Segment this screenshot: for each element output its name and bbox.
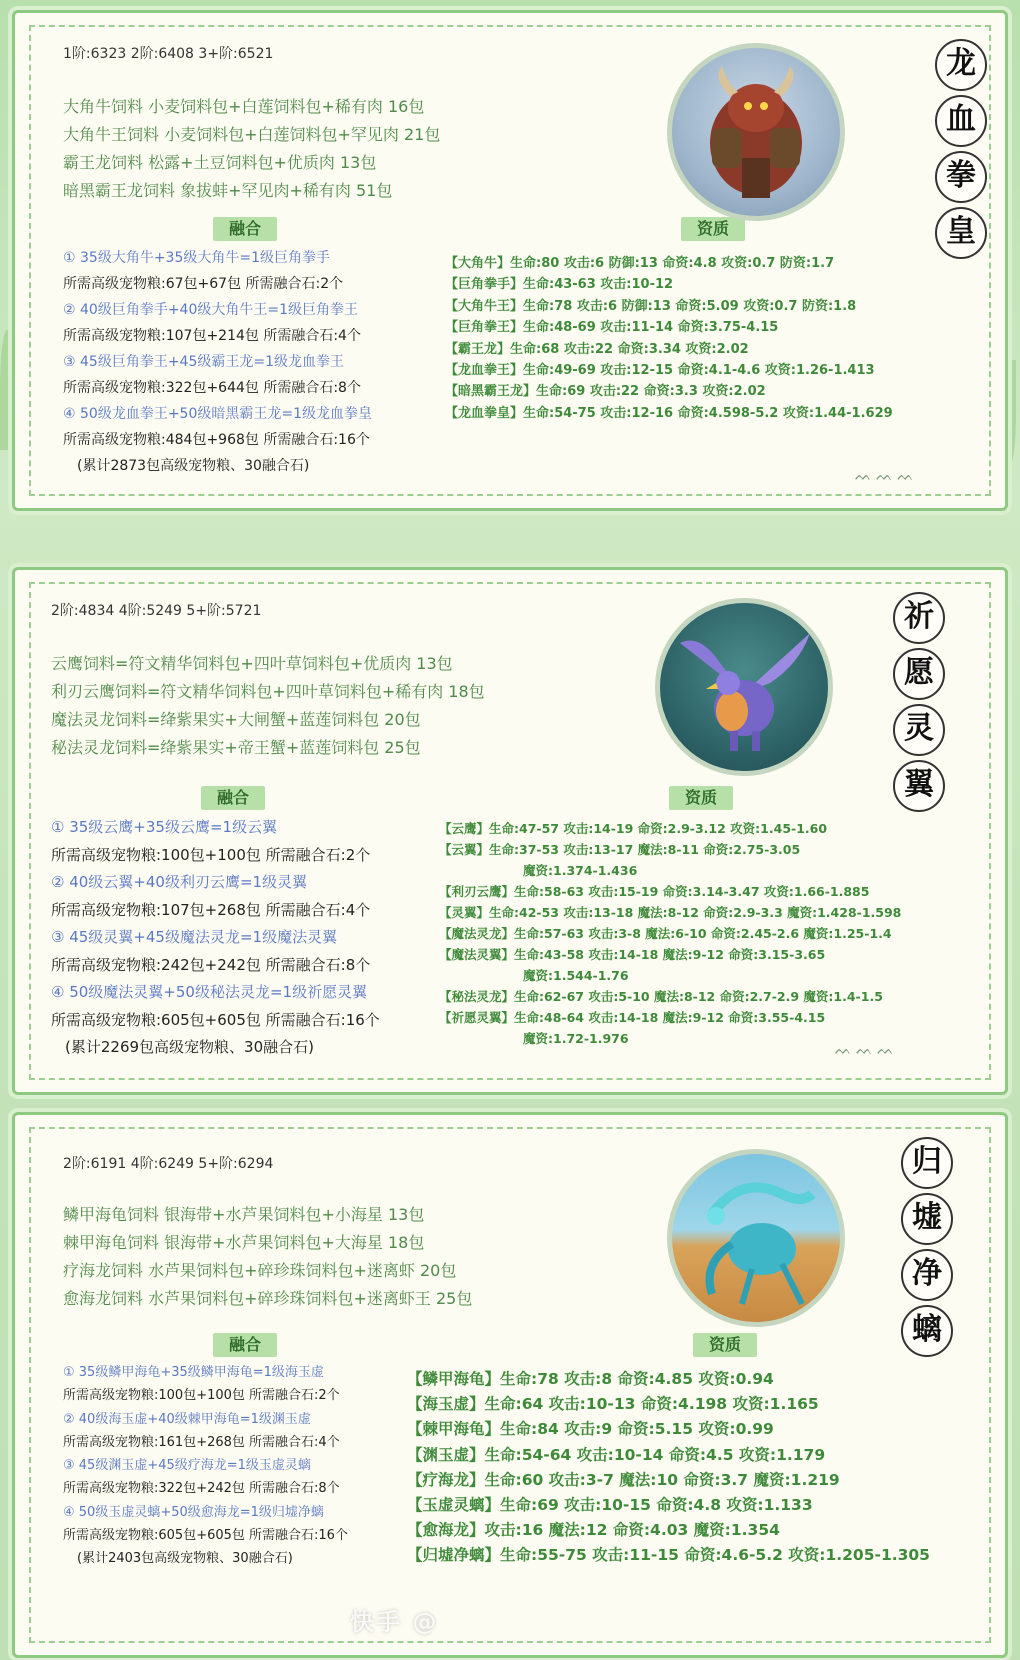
title-char: 净: [901, 1249, 953, 1301]
stat-row: 【秘法灵龙】生命:62-67 攻击:5-10 魔法:8-12 命资:2.7-2.9 魔资:1.4-1.5: [439, 989, 883, 1004]
stat-row: 【暗黑霸王龙】生命:69 攻击:22 命资:3.3 攻资:2.02: [445, 384, 766, 400]
feed-list: [51, 650, 485, 762]
minotaur-figure-icon: [672, 48, 840, 216]
stat-row: 【大角牛王】生命:78 攻击:6 防御:13 命资:5.09 攻资:0.7 防资:1.8: [445, 298, 857, 314]
fusion-step: ③ 45级渊玉虚+45级疗海龙=1级玉虚灵螭: [63, 1458, 311, 1474]
quality-label: 资质: [681, 217, 745, 241]
fusion-step: ② 40级海玉虚+40级棘甲海龟=1级渊玉虚: [63, 1411, 311, 1427]
title-char: 祈: [893, 592, 945, 644]
stat-row-continuation: 魔资:1.544-1.76: [523, 968, 629, 983]
stat-row: 【巨角拳王】生命:48-69 攻击:11-14 命资:3.75-4.15: [445, 320, 779, 336]
fusion-step: ① 35级云鹰+35级云鹰=1级云翼: [51, 818, 278, 836]
fusion-requirement: 所需高级宠物粮:107包+214包 所需融合石:4个: [63, 328, 361, 344]
stat-row: 【巨角拳手】生命:43-63 攻击:10-12: [445, 277, 674, 293]
feed-item: 疗海龙饲料 水芦果饲料包+碎珍珠饲料包+迷离虾 20包: [63, 1261, 457, 1280]
fusion-requirement: 所需高级宠物粮:67包+67包 所需融合石:2个: [63, 276, 344, 292]
stat-row-main: 【云翼】生命:37-53 攻击:13-17 魔法:8-11 命资:2.75-3.05: [439, 842, 801, 857]
pet-panel-2: [12, 567, 1008, 1095]
stat-row: 【鳞甲海龟】生命:78 攻击:8 命资:4.85 攻资:0.94: [407, 1370, 774, 1388]
bird-decoration: ᨓ ᨓ ᨓ: [835, 1042, 894, 1058]
fusion-steps: [51, 814, 380, 1062]
stat-row: 【霸王龙】生命:68 攻击:22 命资:3.34 攻资:2.02: [445, 341, 749, 357]
stats-list: [445, 253, 893, 424]
feed-item: 霸王龙饲料 松露+土豆饲料包+优质肉 13包: [63, 153, 377, 172]
pet-portrait-ruins-purify-dragon: [667, 1149, 845, 1327]
quality-label: 资质: [693, 1333, 757, 1357]
feed-list: [63, 93, 440, 205]
feed-item: 云鹰饲料=符文精华饲料包+四叶草饲料包+优质肉 13包: [51, 654, 453, 673]
fusion-label: 融合: [201, 786, 265, 810]
feed-list: [63, 1201, 472, 1313]
fusion-total: (累计2403包高级宠物粮、30融合石): [77, 1551, 293, 1567]
stats-list: [407, 1367, 930, 1569]
pet-portrait-wish-wing: [655, 598, 833, 776]
feed-item: 大角牛王饲料 小麦饲料包+白莲饲料包+罕见肉 21包: [63, 125, 441, 144]
sea-dragon-figure-icon: [672, 1154, 840, 1322]
stat-row: 【云鹰】生命:47-57 攻击:14-19 命资:2.9-3.12 攻资:1.45-1.60: [439, 821, 828, 836]
stat-row: 【龙血拳皇】生命:54-75 攻击:12-16 命资:4.598-5.2 攻资:1.44-1.629: [445, 405, 893, 421]
title-char: 螭: [901, 1305, 953, 1357]
fusion-label: 融合: [213, 217, 277, 241]
feed-item: 暗黑霸王龙饲料 象拔蚌+罕见肉+稀有肉 51包: [63, 181, 393, 200]
pet-title: [935, 39, 987, 263]
fusion-step: ① 35级鳞甲海龟+35级鳞甲海龟=1级海玉虚: [63, 1365, 324, 1380]
stat-row: 【大角牛】生命:80 攻击:6 防御:13 命资:4.8 攻资:0.7 防资:1.7: [445, 256, 835, 271]
fusion-step: ④ 50级魔法灵翼+50级秘法灵龙=1级祈愿灵翼: [51, 983, 368, 1001]
fusion-requirement: 所需高级宠物粮:484包+968包 所需融合石:16个: [63, 432, 370, 448]
feed-item: 利刃云鹰饲料=符文精华饲料包+四叶草饲料包+稀有肉 18包: [51, 682, 485, 701]
fusion-requirement: 所需高级宠物粮:242包+242包 所需融合石:8个: [51, 955, 371, 974]
fusion-label: 融合: [213, 1333, 277, 1357]
stat-row-main: 【祈愿灵翼】生命:48-64 攻击:14-18 魔法:9-12 命资:3.55-4.15: [439, 1010, 826, 1025]
feed-item: 秘法灵龙饲料=绛紫果实+帝王蟹+蓝莲饲料包 25包: [51, 738, 421, 757]
title-char: 拳: [935, 151, 987, 203]
stat-row-main: 【魔法灵翼】生命:43-58 攻击:14-18 魔法:9-12 命资:3.15-3.65: [439, 947, 826, 962]
pet-title: [901, 1137, 953, 1361]
bird-decoration: ᨓ ᨓ ᨓ: [855, 468, 914, 484]
title-char: 愿: [893, 648, 945, 700]
stats-list: [439, 818, 901, 1049]
fusion-step: ① 35级大角牛+35级大角牛=1级巨角拳手: [63, 250, 330, 266]
fusion-requirement: 所需高级宠物粮:605包+605包 所需融合石:16个: [51, 1010, 380, 1029]
fusion-step: ② 40级巨角拳手+40级大角牛王=1级巨角拳王: [63, 302, 358, 318]
stat-row: [439, 839, 901, 881]
feed-item: 大角牛饲料 小麦饲料包+白莲饲料包+稀有肉 16包: [63, 97, 425, 116]
fusion-requirement: 所需高级宠物粮:322包+644包 所需融合石:8个: [63, 380, 361, 396]
stat-row: 【利刃云鹰】生命:58-63 攻击:15-19 命资:3.14-3.47 攻资:1.66-1.885: [439, 884, 870, 899]
watermark: 快手 @: [350, 1608, 439, 1636]
title-char: 血: [935, 95, 987, 147]
feed-item: 棘甲海龟饲料 银海带+水芦果饲料包+大海星 18包: [63, 1233, 425, 1252]
pet-panel-1: [12, 10, 1008, 511]
stage-costs: 2阶:4834 4阶:5249 5+阶:5721: [51, 603, 262, 619]
feed-item: 愈海龙饲料 水芦果饲料包+碎珍珠饲料包+迷离虾王 25包: [63, 1289, 473, 1308]
fusion-steps: [63, 1361, 348, 1571]
fusion-step: ④ 50级龙血拳王+50级暗黑霸王龙=1级龙血拳皇: [63, 406, 372, 422]
stat-row: [439, 1007, 901, 1049]
stat-row-continuation: 魔资:1.72-1.976: [523, 1031, 629, 1046]
stat-row: 【愈海龙】攻击:16 魔法:12 命资:4.03 魔资:1.354: [407, 1521, 780, 1540]
stat-row: [439, 944, 901, 986]
fusion-step: ④ 50级玉虚灵螭+50级愈海龙=1级归墟净螭: [63, 1504, 324, 1520]
stage-costs: 2阶:6191 4阶:6249 5+阶:6294: [63, 1156, 274, 1172]
stat-row-continuation: 魔资:1.374-1.436: [523, 863, 638, 878]
stat-row: 【海玉虚】生命:64 攻击:10-13 命资:4.198 攻资:1.165: [407, 1395, 819, 1414]
pet-portrait-dragon-blood-fist: [667, 43, 845, 221]
fusion-total: (累计2873包高级宠物粮、30融合石): [77, 458, 310, 474]
fusion-requirement: 所需高级宠物粮:161包+268包 所需融合石:4个: [63, 1434, 340, 1450]
fusion-steps: [63, 245, 372, 479]
fusion-step: ② 40级云翼+40级利刃云鹰=1级灵翼: [51, 873, 308, 891]
fusion-step: ③ 45级巨角拳王+45级霸王龙=1级龙血拳王: [63, 354, 344, 370]
fusion-requirement: 所需高级宠物粮:107包+268包 所需融合石:4个: [51, 900, 371, 919]
stat-row: 【归墟净螭】生命:55-75 攻击:11-15 命资:4.6-5.2 攻资:1.205-1.305: [407, 1546, 930, 1565]
stat-row: 【疗海龙】生命:60 攻击:3-7 魔法:10 命资:3.7 魔资:1.219: [407, 1470, 840, 1489]
fusion-step: ③ 45级灵翼+45级魔法灵龙=1级魔法灵翼: [51, 928, 338, 946]
fusion-requirement: 所需高级宠物粮:322包+242包 所需融合石:8个: [63, 1481, 340, 1497]
pet-panel-3: [12, 1112, 1008, 1658]
title-char: 墟: [901, 1193, 953, 1245]
stat-row: 【棘甲海龟】生命:84 攻击:9 命资:5.15 攻资:0.99: [407, 1420, 774, 1439]
title-char: 灵: [893, 704, 945, 756]
fusion-requirement: 所需高级宠物粮:100包+100包 所需融合石:2个: [51, 845, 371, 864]
feed-item: 鳞甲海龟饲料 银海带+水芦果饲料包+小海星 13包: [63, 1205, 425, 1224]
fusion-requirement: 所需高级宠物粮:100包+100包 所需融合石:2个: [63, 1388, 340, 1404]
griffin-figure-icon: [660, 603, 828, 771]
stat-row: 【渊玉虚】生命:54-64 攻击:10-14 命资:4.5 攻资:1.179: [407, 1445, 826, 1464]
stat-row: 【龙血拳王】生命:49-69 攻击:12-15 命资:4.1-4.6 攻资:1.26-1.413: [445, 363, 875, 379]
feed-item: 魔法灵龙饲料=绛紫果实+大闸蟹+蓝莲饲料包 20包: [51, 710, 421, 729]
stat-row: 【玉虚灵螭】生命:69 攻击:10-15 命资:4.8 攻资:1.133: [407, 1496, 813, 1515]
quality-label: 资质: [669, 786, 733, 810]
stat-row: 【魔法灵龙】生命:57-63 攻击:3-8 魔法:6-10 命资:2.45-2.6 魔资:1.25-1.4: [439, 926, 892, 941]
stage-costs: 1阶:6323 2阶:6408 3+阶:6521: [63, 46, 274, 62]
stat-row: 【灵翼】生命:42-53 攻击:13-18 魔法:8-12 命资:2.9-3.3 魔资:1.428-1.598: [439, 905, 902, 920]
fusion-requirement: 所需高级宠物粮:605包+605包 所需融合石:16个: [63, 1528, 348, 1544]
title-char: 皇: [935, 207, 987, 259]
fusion-total: (累计2269包高级宠物粮、30融合石): [65, 1038, 314, 1056]
pet-title: [893, 592, 945, 816]
title-char: 龙: [935, 39, 987, 91]
title-char: 翼: [893, 760, 945, 812]
title-char: 归: [901, 1137, 953, 1189]
